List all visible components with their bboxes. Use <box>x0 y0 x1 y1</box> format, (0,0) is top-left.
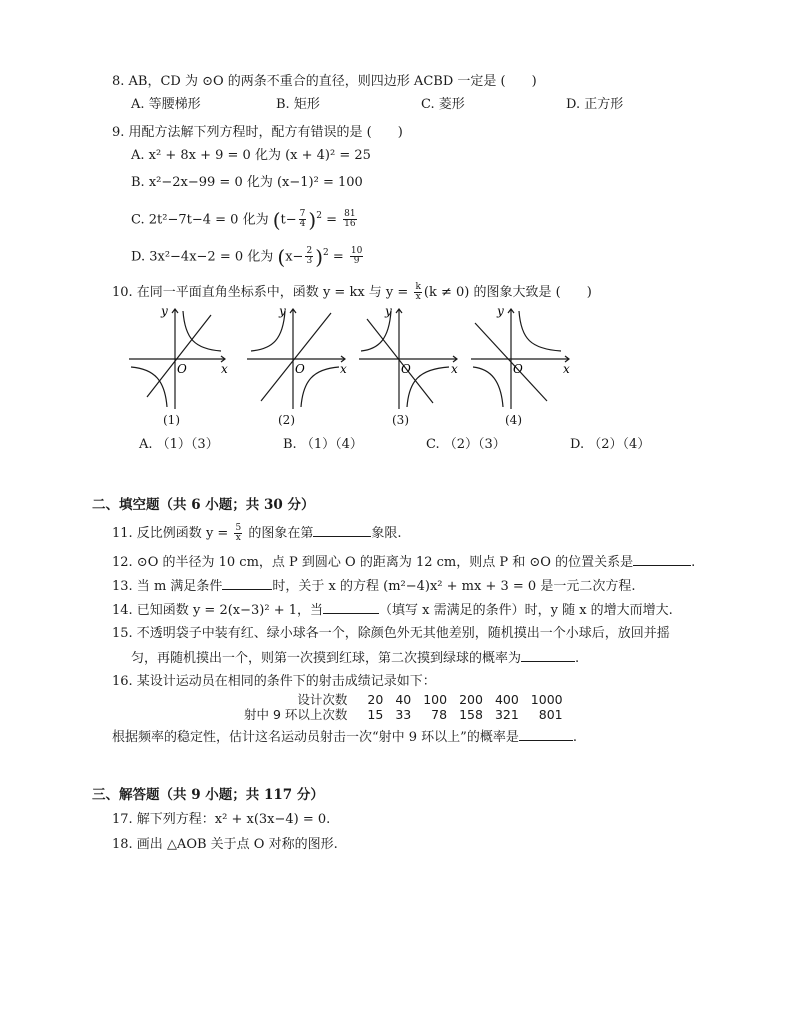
x-label: x <box>221 362 228 376</box>
hyperbola-branch-1 <box>183 311 221 351</box>
q16-row1-label: 设计次数 <box>297 692 348 707</box>
q9-option-d: D. 3x²−4x−2 = 0 化为 (x− $\frac{2}{3}$ )$^2$ = $\frac{10}{9}$ <box>131 244 363 269</box>
q16-table <box>238 692 569 722</box>
q8-option-d: D. 正方形 <box>566 97 624 112</box>
svg-text:x: x <box>563 362 570 376</box>
q15-line-1: 15. 不透明袋子中装有红、绿小球各一个，除颜色外无其他差别，随机摸出一个小球后，放回并摇 <box>112 626 670 641</box>
hyperbola-branch-2 <box>301 367 339 407</box>
q14-answer-blank[interactable] <box>323 601 379 614</box>
graph-1-caption: (1) <box>163 413 180 427</box>
q16-conclusion: 根据频率的稳定性，估计这名运动员射击一次“射中 9 环以上”的概率是 . <box>112 730 577 745</box>
q16-stem: 16. 某设计运动员在相同的条件下的射击成绩记录如下： <box>112 674 436 689</box>
line-graph <box>147 315 211 397</box>
q17: 17. 解下列方程：x² + x(3x−4) = 0. <box>112 812 331 827</box>
hyperbola-branch-2 <box>407 367 449 407</box>
graph-3 <box>357 305 467 415</box>
q13: 13. 当 m 满足条件 时，关于 x 的方程 (m²−4)x² + mx + 3 = 0 是一元二次方程. <box>112 579 636 594</box>
q8-option-a: A. 等腰梯形 <box>131 97 201 112</box>
q9-c-fraction: $\frac{7}{4}$ <box>299 209 306 230</box>
q9-option-c: C. 2t²−7t−4 = 0 化为 (t− $\frac{7}{4}$ )$^2$ = $\frac{81}{16}$ <box>131 207 356 232</box>
line-graph <box>367 319 433 403</box>
svg-text:O: O <box>401 362 411 376</box>
section-2-title: 二、填空题（共 6 小题；共 30 分） <box>92 497 315 513</box>
graph-2 <box>243 305 353 415</box>
q15-line-2: 匀，再随机摸出一个，则第一次摸到红球，第二次摸到绿球的概率为 . <box>131 651 580 666</box>
svg-text:x: x <box>340 362 347 376</box>
q9-option-a: A. x² + 8x + 9 = 0 化为 (x + 4)² = 25 <box>131 148 371 163</box>
q9-d-fraction: $\frac{2}{3}$ <box>306 246 313 267</box>
q9-d-inner: x− <box>285 249 304 265</box>
q8-option-b: B. 矩形 <box>276 97 320 112</box>
q10-option-b: B. （1）（4） <box>283 437 363 452</box>
graph-4-caption: (4) <box>505 413 522 427</box>
q9-d-result: $\frac{10}{9}$ <box>350 246 363 267</box>
svg-text:y: y <box>385 305 392 318</box>
hyperbola-branch-2 <box>131 367 167 407</box>
section-3-title: 三、解答题（共 9 小题；共 117 分） <box>92 787 324 803</box>
q12: 12. ⊙O 的半径为 10 cm，点 P 到圆心 O 的距离为 12 cm，则点 P 和 ⊙O 的位置关系是 . <box>112 555 696 570</box>
svg-text:O: O <box>513 362 523 376</box>
q16-row2-label: 射中 9 环以上次数 <box>244 707 348 722</box>
q10-k-over-x: $\frac{k}{x}$ <box>415 282 421 302</box>
y-label: y <box>161 305 168 318</box>
q13-answer-blank[interactable] <box>222 577 272 590</box>
svg-text:x: x <box>451 362 458 376</box>
line-graph <box>261 313 331 401</box>
svg-text:O: O <box>295 362 305 376</box>
q18: 18. 画出 △AOB 关于点 O 对称的图形. <box>112 837 338 852</box>
q10-option-c: C. （2）（3） <box>426 437 506 452</box>
q14: 14. 已知函数 y = 2(x−3)² + 1，当 （填写 x 需满足的条件）时，y 随 x 的增大而增大. <box>112 603 673 618</box>
q9-d-prefix: D. 3x²−4x−2 = 0 化为 <box>131 249 274 265</box>
q11: 11. 反比例函数 y = $\frac{5}{x}$ 的图象在第 象限. <box>112 523 402 543</box>
q15-answer-blank[interactable] <box>521 649 575 662</box>
graph-1 <box>125 305 235 415</box>
q16-answer-blank[interactable] <box>519 728 573 741</box>
hyperbola-branch-2 <box>473 367 503 407</box>
q9-c-result: $\frac{81}{16}$ <box>344 209 356 230</box>
graph-3-caption: (3) <box>392 413 409 427</box>
origin-label: O <box>177 362 187 376</box>
q9-stem: 9. 用配方法解下列方程时，配方有错误的是 ( ) <box>112 125 403 140</box>
graph-4 <box>469 305 579 415</box>
q8-stem: 8. AB，CD 为 ⊙O 的两条不重合的直径，则四边形 ACBD 一定是 ( ) <box>112 74 537 89</box>
table-row: 射中 9 环以上次数 15 33 78 158 321 801 <box>238 707 569 722</box>
svg-text:y: y <box>279 305 286 318</box>
graph-2-caption: (2) <box>278 413 295 427</box>
q8-option-c: C. 菱形 <box>421 97 465 112</box>
q9-option-b: B. x²−2x−99 = 0 化为 (x−1)² = 100 <box>131 175 363 190</box>
q10-stem: 10. 在同一平面直角坐标系中，函数 y = kx 与 y = $\frac{k}{x}$ (k ≠ 0) 的图象大致是 ( ) <box>112 282 592 302</box>
q10-option-a: A. （1）（3） <box>139 437 219 452</box>
svg-text:y: y <box>497 305 504 318</box>
q11-answer-blank[interactable] <box>313 524 371 537</box>
q12-answer-blank[interactable] <box>633 553 691 566</box>
table-row: 设计次数 20 40 100 200 400 1000 <box>238 692 569 707</box>
hyperbola-branch-1 <box>519 311 561 351</box>
q9-c-inner: t− <box>280 212 297 228</box>
q10-option-d: D. （2）（4） <box>570 437 651 452</box>
q9-c-prefix: C. 2t²−7t−4 = 0 化为 <box>131 212 269 228</box>
